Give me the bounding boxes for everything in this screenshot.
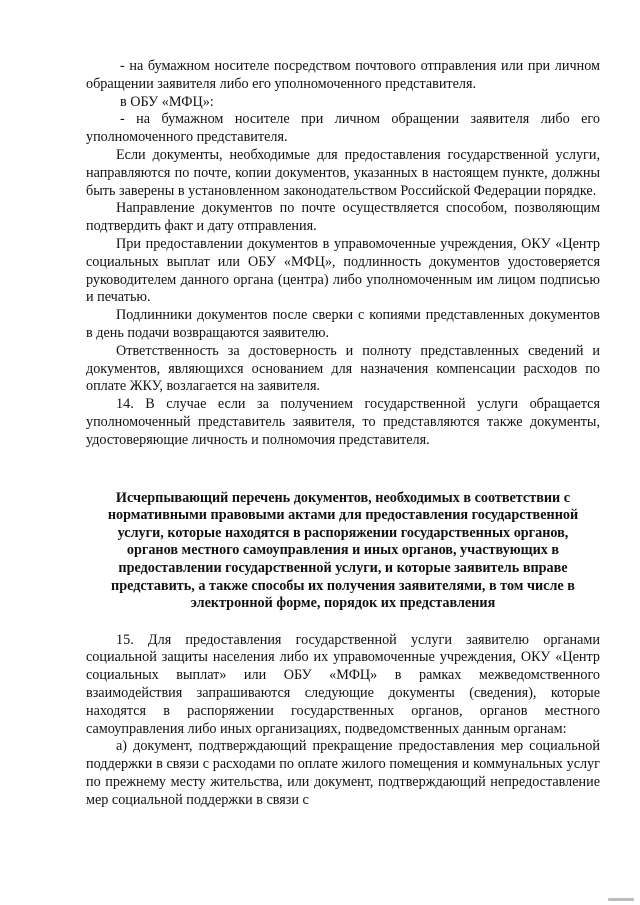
paragraph-mfc-label: в ОБУ «МФЦ»: bbox=[120, 93, 214, 110]
paragraph-originals-return: Подлинники документов после сверки с копиями представленных документов в день подачи возвращаются заявителю. bbox=[86, 307, 600, 341]
paragraph-item-15a: а) документ, подтверждающий прекращение предоставления мер социальной поддержки в связи с расходами по оплате жилого помещения и коммунальных услуг по прежнему месту жительства, или документ, подтверждающий непредоставление мер социальной поддержки в связи с bbox=[86, 738, 600, 808]
section-heading: Исчерпывающий перечень документов, необходимых в соответствии с нормативными правовыми актами для предоставления государственной услуги, которые находятся в распоряжении государственных органов, органов местного самоуправления и иных органов, участвующих в предоставлении государственной услуги, и которые заявитель вправе представить, а также способы их получения заявителями, в том числе в электронной форме, порядок их представления bbox=[107, 489, 579, 612]
section-gap bbox=[86, 450, 600, 490]
scan-corner-mark bbox=[608, 898, 634, 901]
paragraph-item-15: 15. Для предоставления государственной услуги заявителю органами социальной защиты населения либо их управомоченные учреждения, ОКУ «Центр социальных выплат» или ОБУ «МФЦ» в рамках межведомственного взаимодействия запрашиваются следующие документы (сведения), которые находятся в распоряжении государственных органов, органов местного самоуправления либо иных организациях, подведомственных данным органам: bbox=[86, 631, 600, 737]
paragraph-responsibility: Ответственность за достоверность и полноту представленных сведений и документов, являющихся основанием для назначения компенсации расходов по оплате ЖКУ, возлагается на заявителя. bbox=[86, 342, 600, 395]
paragraph-authenticity: При предоставлении документов в управомоченные учреждения, ОКУ «Центр социальных выплат или ОБУ «МФЦ», подлинность документов удостоверяется руководителем данного органа (центра) либо уполномоченным им лицом подписью и печатью. bbox=[86, 235, 600, 306]
document-page bbox=[86, 58, 600, 810]
paragraph-mail-method: Направление документов по почте осуществляется способом, позволяющим подтвердить факт и дату отправления. bbox=[86, 200, 600, 235]
paragraph-mfc-paper: - на бумажном носителе при личном обращении заявителя либо его уполномоченного представителя. bbox=[86, 111, 600, 146]
paragraph-mail-copies: Если документы, необходимые для предоставления государственной услуги, направляются по почте, копии документов, указанных в настоящем пункте, должны быть заверены в установленном законодательством Российской Федерации порядке. bbox=[86, 146, 600, 199]
paragraph-item-14: 14. В случае если за получением государственной услуги обращается уполномоченный представитель заявителя, то представляются также документы, удостоверяющие личность и полномочия представителя. bbox=[86, 396, 600, 448]
paragraph-postal-submission: - на бумажном носителе посредством почтового отправления или при личном обращении заявителя либо его уполномоченного представителя. bbox=[86, 58, 600, 92]
